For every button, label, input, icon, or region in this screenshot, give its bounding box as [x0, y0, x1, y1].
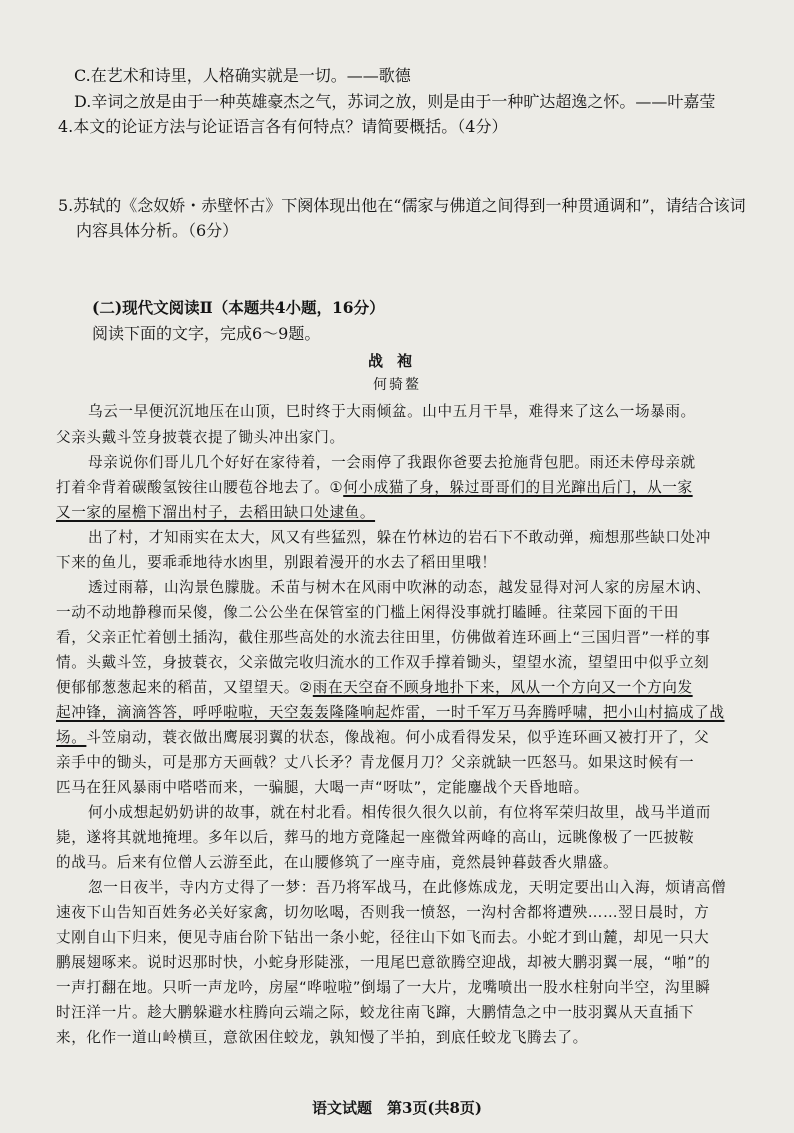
paragraph-5-line-1: 何小成想起奶奶讲的故事，就在村北看。相传很久很久以前，有位将军荣归故里，战马半道而 [88, 804, 711, 821]
article-author: 何骑鳌 [373, 377, 421, 393]
paragraph-6-line-6: 时汪洋一片。趁大鹏躲避水柱腾向云端之际，蛟龙往南飞蹿，大鹏情急之中一肢羽翼从天直插下 [56, 1004, 695, 1021]
underlined-sentence-1-part-2: 又一家的屋檐下溜出村子，去稻田缺口处逮鱼。 [56, 504, 376, 521]
section-heading: (二)现代文阅读Ⅱ（本题共4小题，16分） [92, 298, 385, 317]
paragraph-2-line-2 [56, 478, 693, 498]
paragraph-6-line-3: 丈刚自山下归来，便见寺庙台阶下钻出一条小蛇，径往山下如飞而去。小蛇才到山麓，却见一只大 [56, 929, 710, 946]
question-4: 4.本文的论证方法与论证语言各有何特点？请简要概括。（4分） [58, 117, 508, 136]
paragraph-5-line-2: 毙，遂将其就地掩埋。多年以后，葬马的地方竟隆起一座微耸两峰的高山，远眺像极了一匹披鞍 [56, 829, 695, 846]
paragraph-4-line-7 [56, 728, 709, 748]
paragraph-4-line-9: 匹马在狂风暴雨中嗒嗒而来，一骗腿，大喝一声“呀呔”，定能鏖战个天昏地暗。 [56, 779, 589, 796]
paragraph-2-line-3 [56, 503, 375, 523]
question-5-line-1: 5.苏轼的《念奴娇・赤壁怀古》下阕体现出他在“儒家与佛道之间得到一种贯通调和”，请结合该词 [58, 196, 746, 215]
paragraph-6-line-5: 一声打翻在地。只听一声龙吟，房屋“哗啦啦”倒塌了一大片，龙嘴喷出一股水柱射向半空，沟里瞬 [56, 979, 711, 996]
paragraph-1-line-1: 乌云一早便沉沉地压在山顶，巳时终于大雨倾盆。山中五月干旱，难得来了这么一场暴雨。 [88, 403, 696, 420]
article-title: 战袍 [367, 352, 426, 370]
underlined-sentence-2-part-2: 起冲锋，滴滴答答，呼呼啦啦，天空轰轰隆隆响起炸雷，一时千军万马奔腾呼啸，把小山村搞成了战 [56, 704, 725, 721]
paragraph-4-line-7-text: 斗笠扇动，蓑衣做出鹰展羽翼的状态，像战袍。何小成看得发呆，似乎连环画又被打开了，父 [86, 729, 710, 746]
option-d: D.辛词之放是由于一种英雄豪杰之气，苏词之放，则是由于一种旷达超逸之怀。——叶嘉莹 [74, 92, 716, 111]
paragraph-1-line-2: 父亲头戴斗笠身披蓑衣提了锄头冲出家门。 [56, 429, 345, 446]
paragraph-4-line-2: 一动不动地静穆而呆傻，像二公公坐在保管室的门槛上闲得没事就打瞌睡。往菜园下面的干田 [56, 604, 679, 621]
paragraph-6-line-2: 速夜下山告知百姓务必关好家禽，切勿吆喝，否则我一愤怒，一沟村舍都将遭殃……翌日晨时，方 [56, 904, 710, 921]
paragraph-4-line-8: 亲手中的锄头，可是那方天画戟？丈八长矛？青龙偃月刀？父亲就缺一匹怒马。如果这时候有一 [56, 754, 695, 771]
paragraph-5-line-3: 的战马。后来有位僧人云游至此，在山腰修筑了一座寺庙，竟然晨钟暮鼓香火鼎盛。 [56, 854, 619, 871]
paragraph-3-line-2: 下来的鱼儿，要乖乖地待水凼里，别跟着漫开的水去了稻田里哦！ [56, 554, 497, 571]
paragraph-4-line-6 [56, 703, 725, 723]
paragraph-6-line-7: 来，化作一道山岭横亘，意欲困住蛟龙，孰知慢了半拍，到底任蛟龙飞腾去了。 [56, 1029, 588, 1046]
paragraph-4-line-3: 看，父亲正忙着刨土插沟，截住那些高处的水流去往田里，仿佛做着连环画上“三国归晋”一样的事 [56, 629, 711, 646]
section-instruction: 阅读下面的文字，完成6～9题。 [92, 324, 321, 343]
paragraph-2-line-1: 母亲说你们哥儿几个好好在家待着，一会雨停了我跟你爸要去抢施背包肥。雨还未停母亲就 [88, 454, 696, 471]
page-footer: 语文试题 第3页(共8页) [311, 1099, 483, 1117]
paragraph-4-line-5-text: 便郁郁葱葱起来的稻苗，又望望天。② [56, 679, 313, 696]
paragraph-2-line-2-text: 打着伞背着碳酸氢铵往山腰苞谷地去了。① [56, 479, 344, 496]
option-c: C.在艺术和诗里，人格确实就是一切。——歌德 [74, 66, 411, 85]
underlined-sentence-2-part-3: 场。 [56, 729, 87, 746]
paragraph-4-line-5 [56, 678, 693, 698]
underlined-sentence-2-part-1: 雨在天空奋不顾身地扑下来，风从一个方向又一个方向发 [312, 679, 693, 696]
paragraph-6-line-4: 鹏展翅啄来。说时迟那时快，小蛇身形陡涨，一甩尾巴意欲腾空迎战，却被大鹏羽翼一展，“啪”的 [56, 954, 711, 971]
paragraph-4-line-1: 透过雨幕，山沟景色朦胧。禾苗与树木在风雨中吹淋的动态，越发显得对河人家的房屋木讷、 [88, 579, 711, 596]
paragraph-3-line-1: 出了村，才知雨实在太大，风又有些猛烈，躲在竹林边的岩石下不敢动弹，痴想那些缺口处冲 [88, 529, 711, 546]
question-5-line-2: 内容具体分析。（6分） [76, 221, 239, 240]
underlined-sentence-1-part-1: 何小成猫了身，躲过哥哥们的目光蹿出后门，从一家 [343, 479, 693, 496]
paragraph-6-line-1: 忽一日夜半，寺内方丈得了一梦：吾乃将军战马，在此修炼成龙，天明定要出山入海，烦请高僧 [88, 879, 727, 896]
paragraph-4-line-4: 情。头戴斗笠，身披蓑衣，父亲做完收归流水的工作双手撑着锄头，望望水流，望望田中似乎立刻 [56, 654, 710, 671]
